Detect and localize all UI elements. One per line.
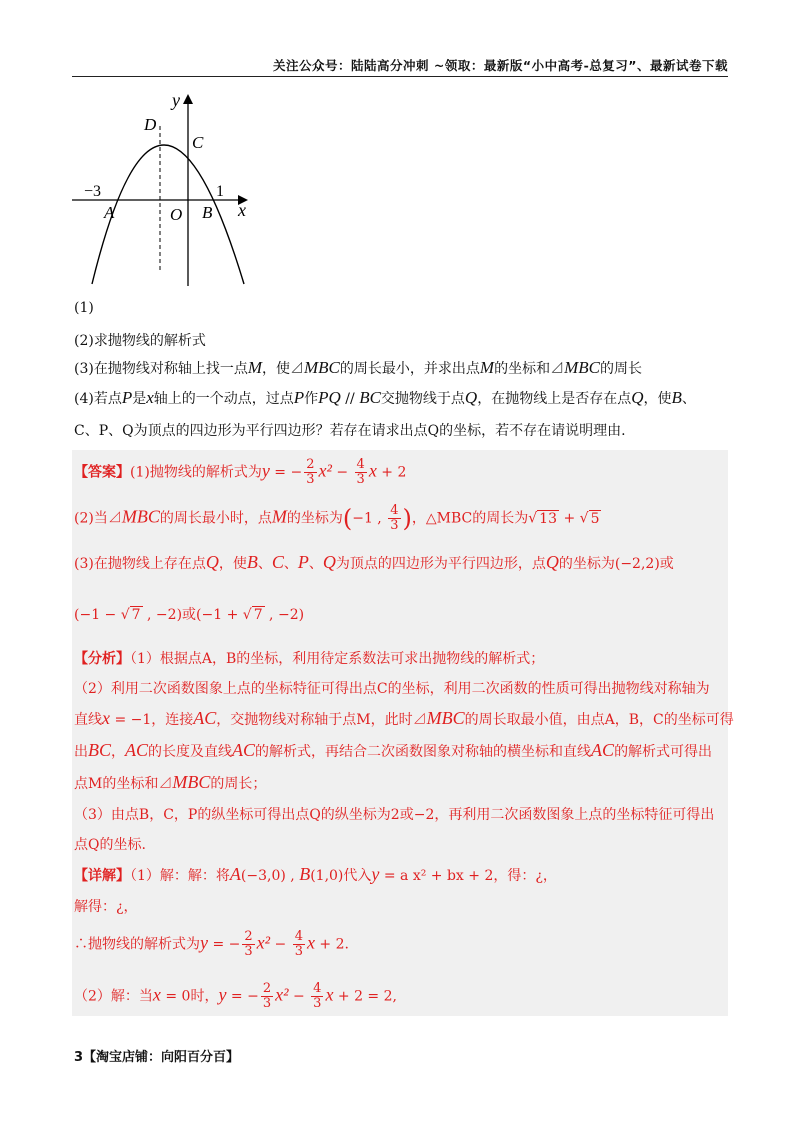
an-l4-AC3: AC (591, 740, 615, 760)
a3-text-a: (3)在抛物线上存在点 (74, 556, 206, 572)
analysis-line-3 (74, 708, 734, 729)
detail-tag: 【详解】 (74, 868, 130, 884)
a1-x2: x² (318, 460, 332, 481)
q4-text-g: ，使 (643, 391, 672, 407)
y-axis-arrow (183, 94, 193, 104)
a4-point1-a: (−1 − (74, 607, 121, 623)
q3-MBC2: MBC (564, 358, 600, 377)
a2-plus: + (559, 510, 580, 527)
d-l1-b: 代入 (343, 868, 372, 884)
a2-M: M (271, 506, 287, 527)
d-l3-a: ∴抛物线的解析式为 (74, 936, 200, 953)
a2-frac-4-3 (388, 504, 400, 533)
a3-or: 或 (659, 556, 674, 572)
a3-point-1: (−2,2) (614, 556, 660, 572)
d-l4-x2: x² (275, 984, 289, 1005)
an-l4-e: 的解析式可得出 (614, 744, 713, 760)
a4-point1-b: , −2) (142, 607, 183, 623)
d-l4-frac-4-3 (311, 982, 323, 1011)
q4-B: B (671, 388, 682, 407)
a4-sqrt-7b: 7 (253, 607, 263, 623)
q4-PQ: PQ (318, 388, 341, 407)
label-y: y (172, 90, 180, 110)
a2-rparen: ) (402, 504, 412, 533)
q4-P2: P (293, 388, 305, 407)
question-2: (2)求抛物线的解析式 (74, 333, 206, 349)
question-4-line-2: C、P、Q为顶点的四边形为平行四边形？若存在请求出点Q的坐标，若不存在请说明理由. (74, 423, 626, 439)
d-l3-eq: = − (208, 936, 241, 953)
label-point-B: B (202, 203, 213, 222)
q4-text-c: 轴上的一个动点，过点 (153, 391, 294, 407)
detail-line-3 (74, 930, 349, 959)
q4-text-e: 交抛物线于点 (380, 391, 465, 407)
q4-text-f: ，在抛物线上是否存在点 (477, 391, 632, 407)
label-one: 1 (216, 183, 224, 200)
label-neg3: −3 (84, 183, 102, 200)
a3-B: B (246, 552, 258, 572)
d-l3-x2: x² (256, 932, 271, 953)
d-l1-c: ，得：¿， (493, 868, 557, 884)
d-l3-frac-4-3 (293, 930, 305, 959)
a3-text-b: ，使 (218, 556, 247, 572)
answer-line-2: (2)当⊿MBC的周长最小时，点M的坐标为(−1 , $\frac{4}{3}$ )，△MBC的周长为√ 13 + √ 5 (74, 503, 600, 533)
a4-sqrt-7: 7 (131, 607, 141, 623)
d-l1-eq: = a x² + bx + 2 (379, 868, 494, 884)
q4-x: x (146, 388, 154, 407)
q4-text-h: 、 (681, 391, 696, 407)
d-l3-frac2-den: 3 (294, 944, 303, 959)
analysis-line-5 (74, 772, 266, 793)
d-l1-a: （1）解：解：将 (130, 868, 230, 884)
an-l5-a: 点M的坐标和 (74, 776, 159, 792)
a3-P: P (297, 552, 309, 572)
an-l3-tri: ⊿ (412, 712, 427, 728)
a4-point2-b: , −2) (264, 607, 305, 623)
an-l4-a: 出 (74, 744, 88, 760)
label-x: x (238, 200, 246, 220)
a3-text-g: 的坐标为 (558, 556, 615, 572)
parabola-graph (68, 86, 268, 296)
d-l3-frac2-num: 4 (294, 929, 303, 944)
answer-tag: 【答案】 (74, 464, 130, 481)
analysis-l1: （1）根据点A，B的坐标，利用待定系数法可求出抛物线的解析式； (130, 651, 545, 667)
an-l4-BC: BC (88, 740, 112, 760)
d-l1-A: A (229, 864, 241, 884)
d-l4-frac-num: 2 (262, 981, 272, 996)
q3-triangle-symbol: ⊿ (290, 361, 305, 377)
analysis-line-1 (74, 648, 544, 668)
answer-line-3 (74, 552, 674, 573)
a1-frac2-num: 4 (356, 457, 365, 472)
header-text: 关注公众号：陆陆高分冲刺 ~领取：最新版“小中高考-总复习”、最新试卷下载 (273, 58, 728, 73)
a3-C: C (271, 552, 284, 572)
a2-MBC: MBC (121, 506, 160, 527)
a1-frac-den: 3 (306, 472, 315, 487)
a2-text-c: 的坐标为 (286, 510, 343, 527)
label-point-C: C (192, 133, 204, 152)
a2-triangle-symbol: ⊿ (107, 510, 122, 527)
a2-text-d: ，△MBC的周长为 (411, 510, 529, 527)
q4-text-d: 作 (304, 391, 319, 407)
d-l3-frac-num: 2 (244, 929, 253, 944)
q4-P: P (121, 388, 133, 407)
a3-text-f: 为顶点的四边形为平行四边形，点 (335, 556, 546, 572)
q3-text-d: 的坐标和 (494, 361, 551, 377)
a1-frac-num: 2 (306, 457, 315, 472)
q3-text-e: 的周长 (599, 361, 642, 377)
analysis-line-7: 点Q的坐标. (74, 837, 146, 853)
an-l3-MBC: MBC (426, 708, 465, 728)
a2-lparen: ( (342, 504, 353, 533)
d-l4-x: x (325, 984, 334, 1005)
q3-M2: M (479, 358, 495, 377)
analysis-line-6: （3）由点B，C，P的纵坐标可得出点Q的纵坐标为2或−2，再利用二次函数图象上点的坐标特征可得出 (74, 807, 715, 823)
a3-sep-3: 、 (308, 556, 323, 572)
a1-text: (1)抛物线的解析式为 (130, 464, 262, 481)
analysis-line-4 (74, 740, 712, 761)
a2-text-a: (2)当 (74, 510, 108, 527)
d-l1-B: B (299, 864, 311, 884)
an-l5-MBC: MBC (172, 772, 211, 792)
q4-parallel: // (340, 391, 360, 407)
a4-point2-a: (−1 + (196, 607, 243, 623)
a1-plus2: + 2 (376, 464, 407, 481)
answer-line-4: (−1 − √ 7 , −2)或(−1 + √ 7 , −2) (74, 607, 305, 623)
a1-eq: = − (269, 464, 303, 481)
d-l3-minus: − (270, 936, 291, 953)
q4-Q: Q (464, 388, 478, 407)
q3-text-c: 的周长最小，并求出点 (339, 361, 480, 377)
detail-line-4 (74, 982, 397, 1011)
d-l1-pB: (1,0) (310, 868, 344, 884)
a1-frac-2-3 (304, 458, 316, 487)
label-point-A: A (104, 203, 115, 222)
a3-Q: Q (205, 552, 219, 572)
question-1: (1) (74, 300, 94, 316)
a1-frac2-den: 3 (356, 472, 365, 487)
a2-minus-one: −1 , (352, 510, 387, 527)
a1-x: x (368, 460, 377, 481)
d-l4-frac-2-3 (261, 982, 273, 1011)
an-l3-c: ，交抛物线对称轴于点M，此时 (216, 712, 413, 728)
question-3 (74, 358, 642, 378)
label-origin-O: O (170, 205, 183, 224)
q3-text-b: ，使 (262, 361, 291, 377)
d-l4-eq: = − (226, 988, 259, 1005)
q3-MBC: MBC (304, 358, 340, 377)
an-l3-d: 的周长取最小值，由点A，B，C的坐标可得 (464, 712, 734, 728)
an-l3-b: = −1，连接 (110, 712, 194, 728)
d-l3-plus: + 2. (314, 936, 349, 953)
d-l3-frac-den: 3 (244, 944, 253, 959)
detail-line-1 (74, 864, 557, 885)
an-l5-b: 的周长； (210, 776, 267, 792)
a2-text-b: 的周长最小时，点 (159, 510, 272, 527)
an-l3-AC: AC (193, 708, 217, 728)
analysis-line-2: （2）利用二次函数图象上点的坐标特征可得出点C的坐标，利用二次函数的性质可得出抛物线对称轴为 (74, 681, 710, 697)
page-footer: 3【淘宝店铺：向阳百分百】 (74, 1050, 240, 1065)
a2-sqrt-5: 5 (590, 510, 600, 527)
question-4 (74, 388, 696, 408)
d-l1-y: y (371, 864, 380, 884)
an-l4-AC2: AC (232, 740, 256, 760)
label-vertex-D: D (144, 115, 157, 134)
d-l4-x: x (152, 984, 161, 1005)
d-l1-comma: , (285, 868, 300, 884)
q4-Q2: Q (631, 388, 644, 407)
a3-sep-2: 、 (283, 556, 298, 572)
a3-Q2: Q (322, 552, 336, 572)
analysis-tag: 【分析】 (74, 651, 130, 667)
an-l4-b: ， (111, 744, 126, 760)
an-l3-x: x (102, 708, 110, 728)
an-l4-AC: AC (125, 740, 149, 760)
a2-frac-den: 3 (390, 518, 399, 533)
page-header (72, 56, 728, 77)
a3-sep-1: 、 (257, 556, 272, 572)
an-l4-d: 的解析式，再结合二次函数图象对称轴的横坐标和直线 (255, 744, 592, 760)
parabola-curve (92, 145, 244, 284)
an-l5-tri: ⊿ (158, 776, 173, 792)
q4-text-a: (4)若点 (74, 391, 122, 407)
d-l3-frac-2-3 (242, 930, 254, 959)
d-l3-y: y (200, 932, 208, 953)
d-l4-frac-den: 3 (262, 996, 272, 1011)
a1-minus: − (331, 464, 353, 481)
d-l4-plus: + 2 = 2, (333, 988, 397, 1005)
q3-triangle-symbol-2: ⊿ (550, 361, 565, 377)
d-l4-b: = 0时， (160, 988, 219, 1005)
a4-or: 或 (182, 607, 197, 623)
q4-BC: BC (359, 388, 381, 407)
an-l3-a: 直线 (74, 712, 102, 728)
answer-line-1 (74, 458, 406, 487)
d-l3-x: x (306, 932, 315, 953)
q3-M: M (247, 358, 263, 377)
d-l4-y: y (218, 984, 227, 1005)
a2-frac-num: 4 (390, 503, 399, 518)
a1-y: y (261, 460, 270, 481)
a1-frac-4-3 (355, 458, 367, 487)
d-l1-pA: (−3,0) (240, 868, 286, 884)
d-l4-minus: − (288, 988, 310, 1005)
q4-text-b: 是 (132, 391, 147, 407)
a2-sqrt-13: 13 (539, 510, 557, 527)
q3-text-a: (3)在抛物线对称轴上找一点 (74, 361, 248, 377)
d-l4-a: （2）解：当 (74, 988, 153, 1005)
detail-line-2: 解得：¿， (74, 899, 138, 915)
d-l4-frac2-num: 4 (313, 981, 322, 996)
a3-Q3: Q (545, 552, 559, 572)
d-l4-frac2-den: 3 (313, 996, 322, 1011)
an-l4-c: 的长度及直线 (148, 744, 233, 760)
